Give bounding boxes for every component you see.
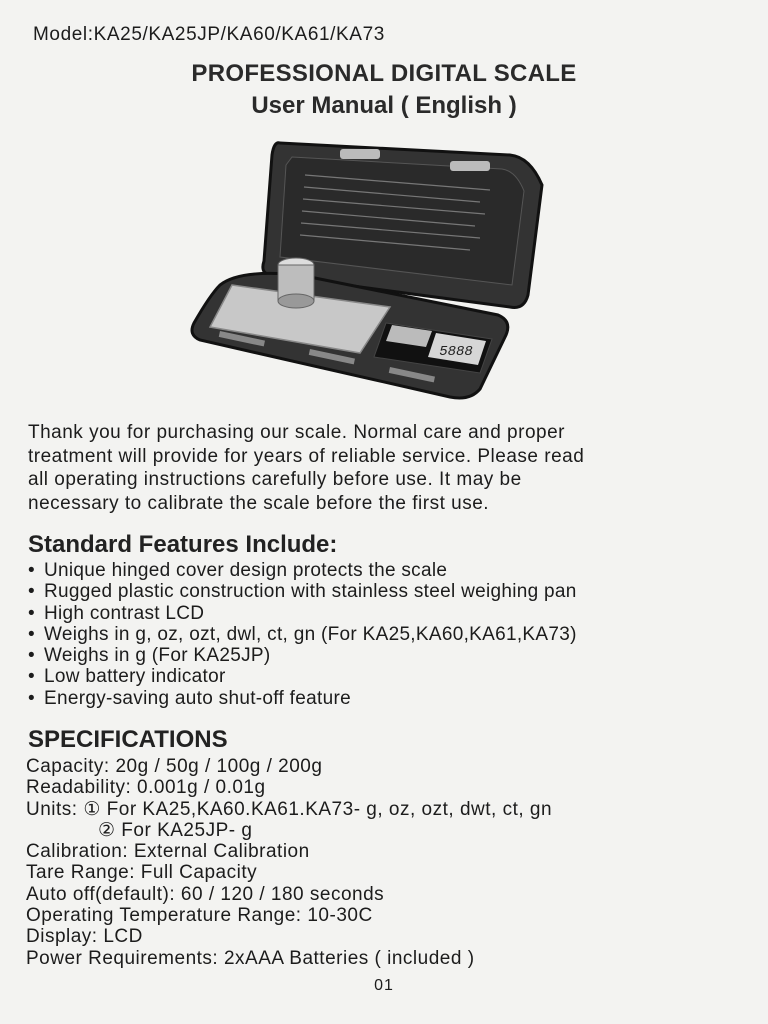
list-item: • High contrast LCD [28, 603, 577, 624]
specifications-list [26, 756, 552, 969]
intro-paragraph [28, 421, 728, 515]
page-subtitle: User Manual ( English ) [251, 92, 517, 119]
features-heading: Standard Features Include: [28, 531, 338, 558]
spec-line: Units: ① For KA25,KA60.KA61.KA73- g, oz, ozt, dwt, ct, gn [26, 798, 553, 820]
page-number: 01 [374, 977, 394, 994]
list-item: • Rugged plastic construction with stainless steel weighing pan [28, 581, 577, 602]
spec-line: Calibration: External Calibration [26, 841, 310, 863]
intro-line: necessary to calibrate the scale before the first use. [28, 492, 490, 514]
spec-line: Power Requirements: 2xAAA Batteries ( included ) [26, 947, 475, 969]
specifications-heading: SPECIFICATIONS [28, 726, 228, 753]
spec-line: Capacity: 20g / 50g / 100g / 200g [26, 756, 323, 777]
intro-line: treatment will provide for years of reliable service. Please read [28, 445, 585, 467]
model-line: Model:KA25/KA25JP/KA60/KA61/KA73 [33, 24, 385, 45]
list-item: • Low battery indicator [28, 666, 577, 687]
spec-line: ② For KA25JP- g [98, 819, 253, 841]
intro-line: Thank you for purchasing our scale. Normal care and proper [28, 422, 565, 443]
page-title: PROFESSIONAL DIGITAL SCALE [191, 60, 577, 87]
digital-scale-icon [180, 135, 560, 410]
spec-line: Operating Temperature Range: 10-30C [26, 905, 373, 927]
features-list [28, 560, 577, 709]
spec-line: Auto off(default): 60 / 120 / 180 seconds [26, 883, 385, 905]
list-item: • Energy-saving auto shut-off feature [28, 688, 577, 709]
intro-line: all operating instructions carefully before use. It may be [28, 469, 522, 490]
list-item: • Unique hinged cover design protects the scale [28, 560, 577, 581]
lcd-reading: 5888 [439, 344, 473, 360]
spec-line: Display: LCD [26, 926, 143, 948]
spec-line: Readability: 0.001g / 0.01g [26, 777, 266, 799]
list-item: • Weighs in g (For KA25JP) [28, 645, 577, 666]
spec-line: Tare Range: Full Capacity [26, 862, 258, 884]
list-item: • Weighs in g, oz, ozt, dwl, ct, gn (For KA25,KA60,KA61,KA73) [28, 624, 577, 645]
